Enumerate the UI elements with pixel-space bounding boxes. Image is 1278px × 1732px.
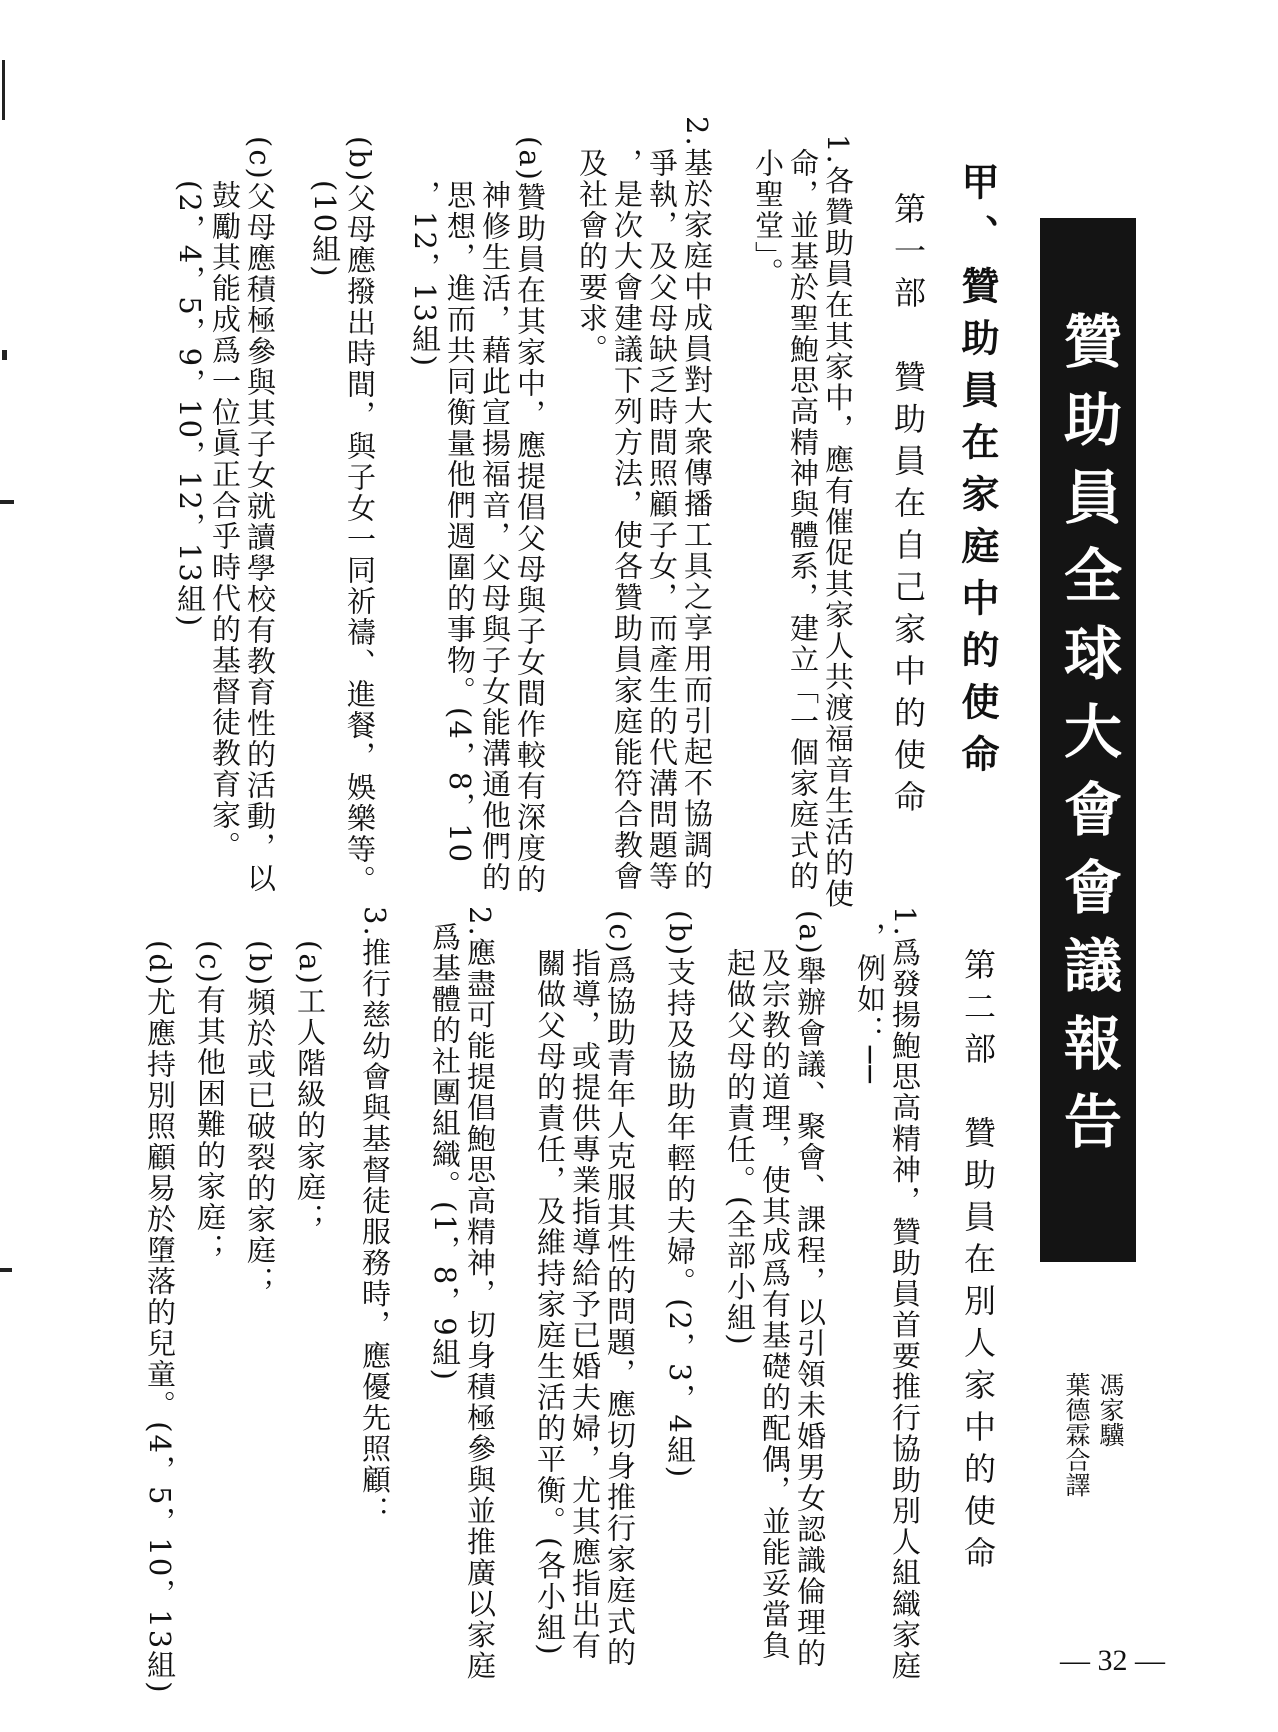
part1-heading: 第一部 贊助員在自己家中的使命 bbox=[889, 192, 927, 822]
part1-line: ，是次大會建議下列方法，使各贊助員家庭能符合教會 bbox=[610, 148, 644, 892]
scan-edge-mark bbox=[0, 1268, 12, 1272]
scan-edge-mark bbox=[2, 350, 7, 360]
title-banner bbox=[1040, 218, 1136, 1262]
part1-line: (c)父母應積極參與其子女就讀學校有教育性的活動，以 bbox=[243, 136, 277, 894]
part1-line: (10組) bbox=[308, 180, 342, 279]
part2-line: 爲基體的社團組織。(1，8，9組) bbox=[428, 922, 462, 1382]
part1-line: 爭執，及父母缺乏時間照顧子女，而產生的代溝問題等 bbox=[645, 148, 679, 892]
part1-line: 2.基於家庭中成員對大衆傳播工具之享用而引起不協調的 bbox=[680, 116, 714, 892]
part1-line: ，12，13組) bbox=[408, 180, 442, 369]
part2-line: 指導，或提供專業指導給予已婚夫婦，尤其應指出有 bbox=[568, 948, 602, 1661]
part1-line: 及社會的要求。 bbox=[575, 148, 609, 365]
part2-line: 3.推行慈幼會與基督徒服務時，應優先照顧： bbox=[358, 906, 392, 1527]
part2-line: (c)有其他困難的家庭； bbox=[193, 940, 227, 1264]
part1-line: 鼓勵其能成爲一位眞正合乎時代的基督徒教育家。 bbox=[208, 180, 242, 862]
scan-edge-mark bbox=[0, 500, 14, 504]
part2-line: ，例如：── bbox=[853, 922, 887, 1085]
part1-line: 小聖堂」。 bbox=[751, 148, 785, 289]
part2-line: 起做父母的責任。(全部小組) bbox=[723, 948, 757, 1347]
translator-1: 馮家驥 bbox=[1096, 1372, 1125, 1447]
part2-line: 1.爲發揚鮑思高精神，贊助員首要推行協助別人組織家庭 bbox=[888, 906, 922, 1682]
scan-edge-mark bbox=[2, 60, 5, 120]
part2-line: 2.應盡可能提倡鮑思高精神，切身積極參與並推廣以家庭 bbox=[463, 906, 497, 1682]
part2-line: (d)尤應持別照顧易於墮落的兒童。(4，5，10，13組) bbox=[143, 940, 177, 1695]
part1-line: 1.各贊助員在其家中，應有催促其家人共渡福音生活的使 bbox=[821, 134, 855, 910]
part1-line: 思想，進而共同衡量他們週圍的事物。(4，8，10 bbox=[443, 180, 477, 865]
part2-line: 及宗教的道理，使其成爲有基礎的配偶，並能妥當負 bbox=[758, 948, 792, 1661]
part1-line: (b)父母應撥出時間，與子女一同祈禱、進餐，娛樂等。 bbox=[343, 136, 377, 897]
section-title: 甲、贊助員在家庭中的使命 bbox=[955, 162, 999, 786]
banner-title: 贊助員全球大會會議報告 bbox=[1054, 311, 1122, 1169]
part2-line: (b)頻於或已破裂的家庭； bbox=[243, 940, 277, 1298]
part2-line: (a)工人階級的家庭； bbox=[293, 940, 327, 1234]
part1-line: (2，4，5，9，10，12，13組) bbox=[173, 180, 207, 629]
part1-line: 神修生活，藉此宣揚福音，父母與子女能溝通他們的 bbox=[478, 180, 512, 893]
part1-line: (a)贊助員在其家中，應提倡父母與子女間作較有深度的 bbox=[513, 136, 547, 895]
part2-line: (c)爲協助青年人克服其性的問題，應切身推行家庭式的 bbox=[603, 910, 637, 1668]
part1-line: 命，並基於聖鮑思高精神與體系，建立「一個家庭式的 bbox=[786, 148, 820, 892]
page-number: — 32 — bbox=[1060, 1644, 1165, 1677]
translator-2: 葉德霖合譯 bbox=[1062, 1372, 1091, 1497]
part2-line: (b)支持及協助年輕的夫婦。(2，3，4組) bbox=[663, 910, 697, 1480]
part2-line: (a)舉辦會議、聚會、課程，以引領未婚男女認識倫理的 bbox=[793, 910, 827, 1669]
part2-heading: 第二部 贊助員在別人家中的使命 bbox=[959, 948, 997, 1578]
part2-line: 關做父母的責任，及維持家庭生活的平衡。(各小組) bbox=[533, 948, 567, 1657]
